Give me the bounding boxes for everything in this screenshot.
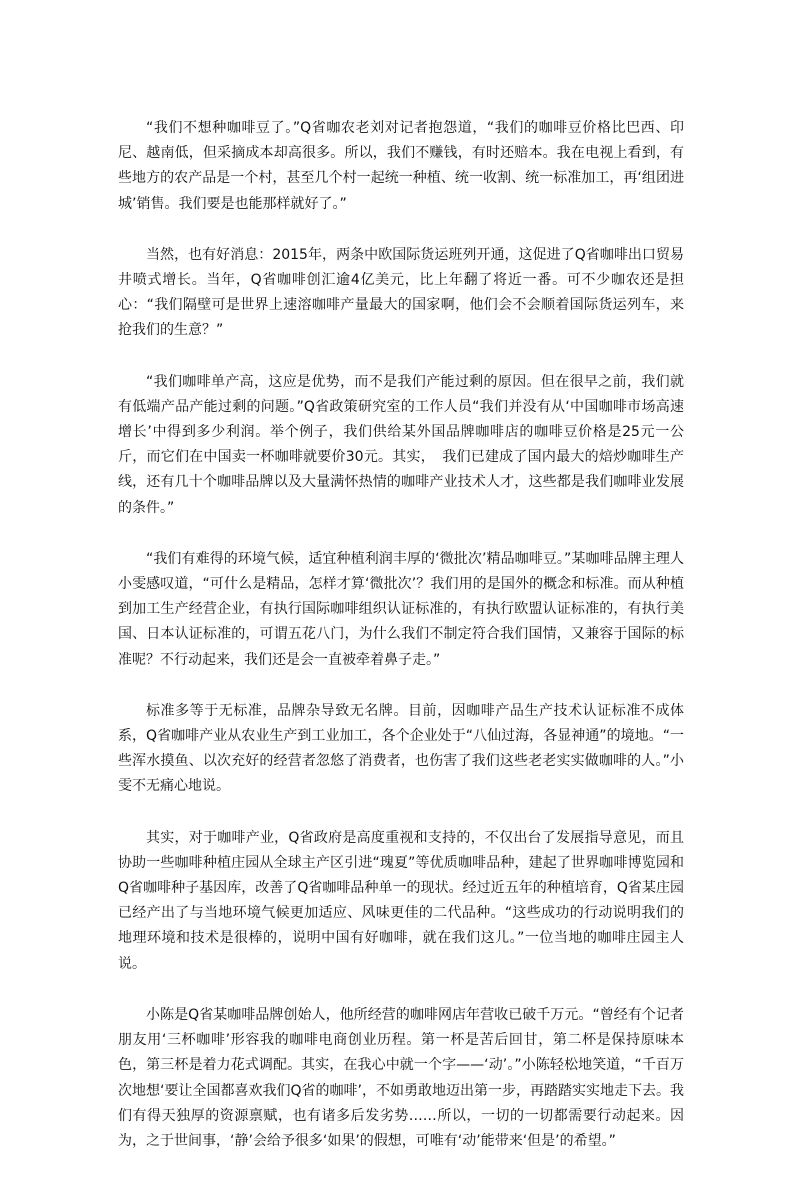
- paragraph-3: “我们咖啡单产高，这应是优势，而不是我们产能过剩的原因。但在很早之前，我们就有低端产品产能过剩的问题。”Q省政策研究室的工作人员“我们并没有从‘中国咖啡市场高速增长’中得到多少利润。举个例子，我们供给某外国品牌咖啡店的咖啡豆价格是25元一公斤，而它们在中国卖一杯咖啡就要价30元。其实， 我们已建成了国内最大的焙炒咖啡生产线，还有几十个咖啡品牌以及大量满怀热情的咖啡产业技术人才，这些都是我们咖啡业发展的条件。”: [118, 373, 684, 516]
- paragraph-6: 其实，对于咖啡产业，Q省政府是高度重视和支持的，不仅出台了发展指导意见，而且协助一些咖啡种植庄园从全球主产区引进“瑰夏”等优质咖啡品种，建起了世界咖啡博览园和Q省咖啡种子基因库，改善了Q省咖啡品种单一的现状。经过近五年的种植培育，Q省某庄园已经产出了与当地环境气候更加适应、风味更佳的二代品种。“这些成功的行动说明我们的地理环境和技术是很棒的，说明中国有好咖啡，就在我们这儿。”一位当地的咖啡庄园主人说。: [118, 829, 684, 972]
- paragraph-1: “我们不想种咖啡豆了。”Q省咖农老刘对记者抱怨道，“我们的咖啡豆价格比巴西、印尼、越南低，但采摘成本却高很多。所以，我们不赚钱，有时还赔本。我在电视上看到，有些地方的农产品是一个村，甚至几个村一起统一种植、统一收割、统一标准加工，再‘组团进城’销售。我们要是也能那样就好了。”: [118, 120, 684, 212]
- paragraph-5: 标准多等于无标准，品牌杂导致无名牌。目前，因咖啡产品生产技术认证标准不成体系，Q省咖啡产业从农业生产到工业加工，各个企业处于“八仙过海，各显神通”的境地。“一些浑水摸鱼、以次充好的经营者忽悠了消费者，也伤害了我们这些老老实实做咖啡的人。”小雯不无痛心地说。: [118, 702, 684, 795]
- paragraph-2: 当然，也有好消息：2015年，两条中欧国际货运班列开通，这促进了Q省咖啡出口贸易井喷式增长。当年，Q省咖啡创汇逾4亿美元，比上年翻了将近一番。可不少咖农还是担心：“我们隔壁可是世界上速溶咖啡产量最大的国家啊，他们会不会顺着国际货运列车，来抢我们的生意？”: [118, 246, 684, 339]
- document-body: [118, 116, 684, 1180]
- paragraph-4: “我们有难得的环境气候，适宜种植利润丰厚的‘微批次’精品咖啡豆。”某咖啡品牌主理人小雯感叹道，“可什么是精品，怎样才算‘微批次’？我们用的是国外的概念和标准。而从种植到加工生产经营企业，有执行国际咖啡组织认证标准的，有执行欧盟认证标准的，有执行美国、日本认证标准的，可谓五花八门，为什么我们不制定符合我们国情，又兼容于国际的标准呢？不行动起来，我们还是会一直被牵着鼻子走。”: [118, 550, 684, 668]
- paragraph-7: 小陈是Q省某咖啡品牌创始人，他所经营的咖啡网店年营收已破千万元。“曾经有个记者朋友用‘三杯咖啡’形容我的咖啡电商创业历程。第一杯是苦后回甘，第二杯是保持原味本色，第三杯是着力花式调配。其实，在我心中就一个字——‘动’。”小陈轻松地笑道，“千百万次地想‘要让全国都喜欢我们Q省的咖啡’，不如勇敢地迈出第一步，再踏踏实实地走下去。我们有得天独厚的资源禀赋，也有诸多后发劣势……所以，一切的一切都需要行动起来。因为，之于世间事，‘静’会给予很多‘如果’的假想，可唯有‘动’能带来‘但是’的希望。”: [118, 1006, 684, 1149]
